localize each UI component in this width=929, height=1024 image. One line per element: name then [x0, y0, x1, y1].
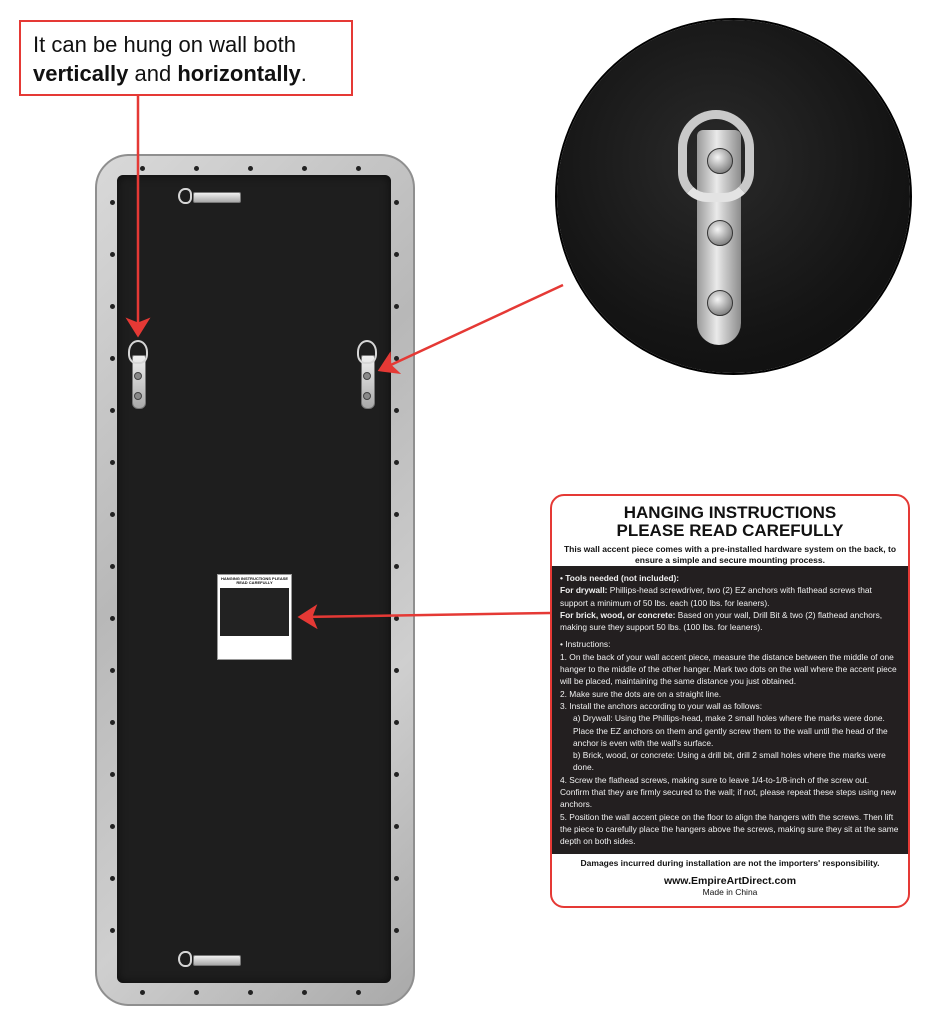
card-intro: This wall accent piece comes with a pre-installed hardware system on the back, to ensure a simple and secure mounting process. [563, 544, 897, 565]
rivet [110, 356, 115, 361]
rivet [110, 668, 115, 673]
drywall-text: Phillips-head screwdriver, two (2) EZ anchors with flathead screws that support a minimum of 50 lbs. each (100 lbs. for leaners). [560, 585, 872, 608]
callout-vertical: vertically [33, 61, 129, 86]
rivet [394, 928, 399, 933]
drywall-tools [560, 584, 900, 609]
instruction-sticker [217, 574, 292, 660]
rivet [394, 668, 399, 673]
callout-line2 [33, 59, 339, 88]
rivet [302, 166, 307, 171]
rivet [248, 990, 253, 995]
hanging-instructions-card [550, 494, 910, 908]
rivet [140, 990, 145, 995]
rivet [110, 460, 115, 465]
damages-note: Damages incurred during installation are not the importers' responsibility. [580, 858, 880, 868]
step-3: 3. Install the anchors according to your wall as follows: [560, 700, 763, 711]
rivet [110, 200, 115, 205]
rivet [394, 200, 399, 205]
card-instructions-body [552, 566, 908, 854]
rivet [394, 356, 399, 361]
rivet [110, 876, 115, 881]
rivet [394, 252, 399, 257]
card-title-line1: HANGING INSTRUCTIONS [623, 503, 837, 522]
rivet [394, 876, 399, 881]
rivet [394, 720, 399, 725]
step-1: 1. On the back of your wall accent piece, measure the distance between the middle of one hanger to the middle of the other hanger. Mark two dots on the wall where the accent piece will be placed, maintaining the same distance you just obtained. [560, 651, 897, 687]
step-3a: a) Drywall: Using the Phillips-head, make 2 small holes where the marks were done. Place the EZ anchors on them and gently screw them to the wall until the head of the anchor is even with the wall's surface. [573, 713, 888, 748]
website-url: www.EmpireArtDirect.com [663, 875, 797, 887]
rivet [110, 928, 115, 933]
rivet [194, 990, 199, 995]
sticker-title: HANGING INSTRUCTIONS PLEASE READ CAREFULLY [220, 576, 289, 585]
rivet [394, 304, 399, 309]
rivet [194, 166, 199, 171]
hanger-zoom-detail [557, 20, 910, 373]
rivet [394, 512, 399, 517]
zoom-screw-bottom [707, 290, 733, 316]
drywall-label: For drywall: [560, 585, 608, 596]
callout-horizontal: horizontally [177, 61, 301, 86]
rivet [110, 824, 115, 829]
rivet [356, 990, 361, 995]
step-2: 2. Make sure the dots are on a straight line. [560, 688, 722, 699]
rivet [110, 408, 115, 413]
zoom-screw-middle [707, 220, 733, 246]
made-in-note: Made in China [702, 887, 758, 897]
rivet [110, 512, 115, 517]
rivet [140, 166, 145, 171]
rivet [394, 408, 399, 413]
brick-label: For brick, wood, or concrete: [560, 609, 676, 620]
step-5: 5. Position the wall accent piece on the floor to align the hangers with the screws. Then lift the piece to carefully place the hangers above the screws, making sure they sit at the same depth on both sides. [560, 811, 899, 847]
card-header [552, 496, 908, 566]
card-title-line2: PLEASE READ CAREFULLY [616, 521, 844, 540]
rivet [302, 990, 307, 995]
step-3b: b) Brick, wood, or concrete: Using a drill bit, drill 2 small holes where the marks were done. [573, 750, 886, 773]
rivet [356, 166, 361, 171]
rivet [110, 304, 115, 309]
rivet [394, 772, 399, 777]
callout-period: . [300, 61, 307, 86]
card-footer [552, 858, 908, 898]
tools-heading: • Tools needed (not included): [560, 573, 680, 583]
orientation-callout [19, 20, 353, 96]
rivet [248, 166, 253, 171]
brick-tools [560, 609, 900, 634]
rivet [394, 616, 399, 621]
rivet [394, 564, 399, 569]
rivet [110, 252, 115, 257]
rivet [110, 564, 115, 569]
rivet [394, 824, 399, 829]
zoom-screw-top [707, 148, 733, 174]
rivet [110, 616, 115, 621]
sticker-dark-panel [220, 588, 289, 636]
instructions-heading: • Instructions: [560, 639, 611, 650]
callout-line1: It can be hung on wall both [33, 32, 296, 57]
brick-text: Based on your wall, Drill Bit & two (2) flathead anchors, making sure they support 50 lbs. (100 lbs. for leaners). [560, 609, 883, 633]
rivet [110, 720, 115, 725]
step-4: 4. Screw the flathead screws, making sure to leave 1/4-to-1/8-inch of the screw out. Confirm that they are firmly secured to the wall; if not, please repeat these steps using new anchors. [560, 774, 897, 810]
callout-and: and [128, 61, 178, 86]
rivet [110, 772, 115, 777]
rivet [394, 460, 399, 465]
